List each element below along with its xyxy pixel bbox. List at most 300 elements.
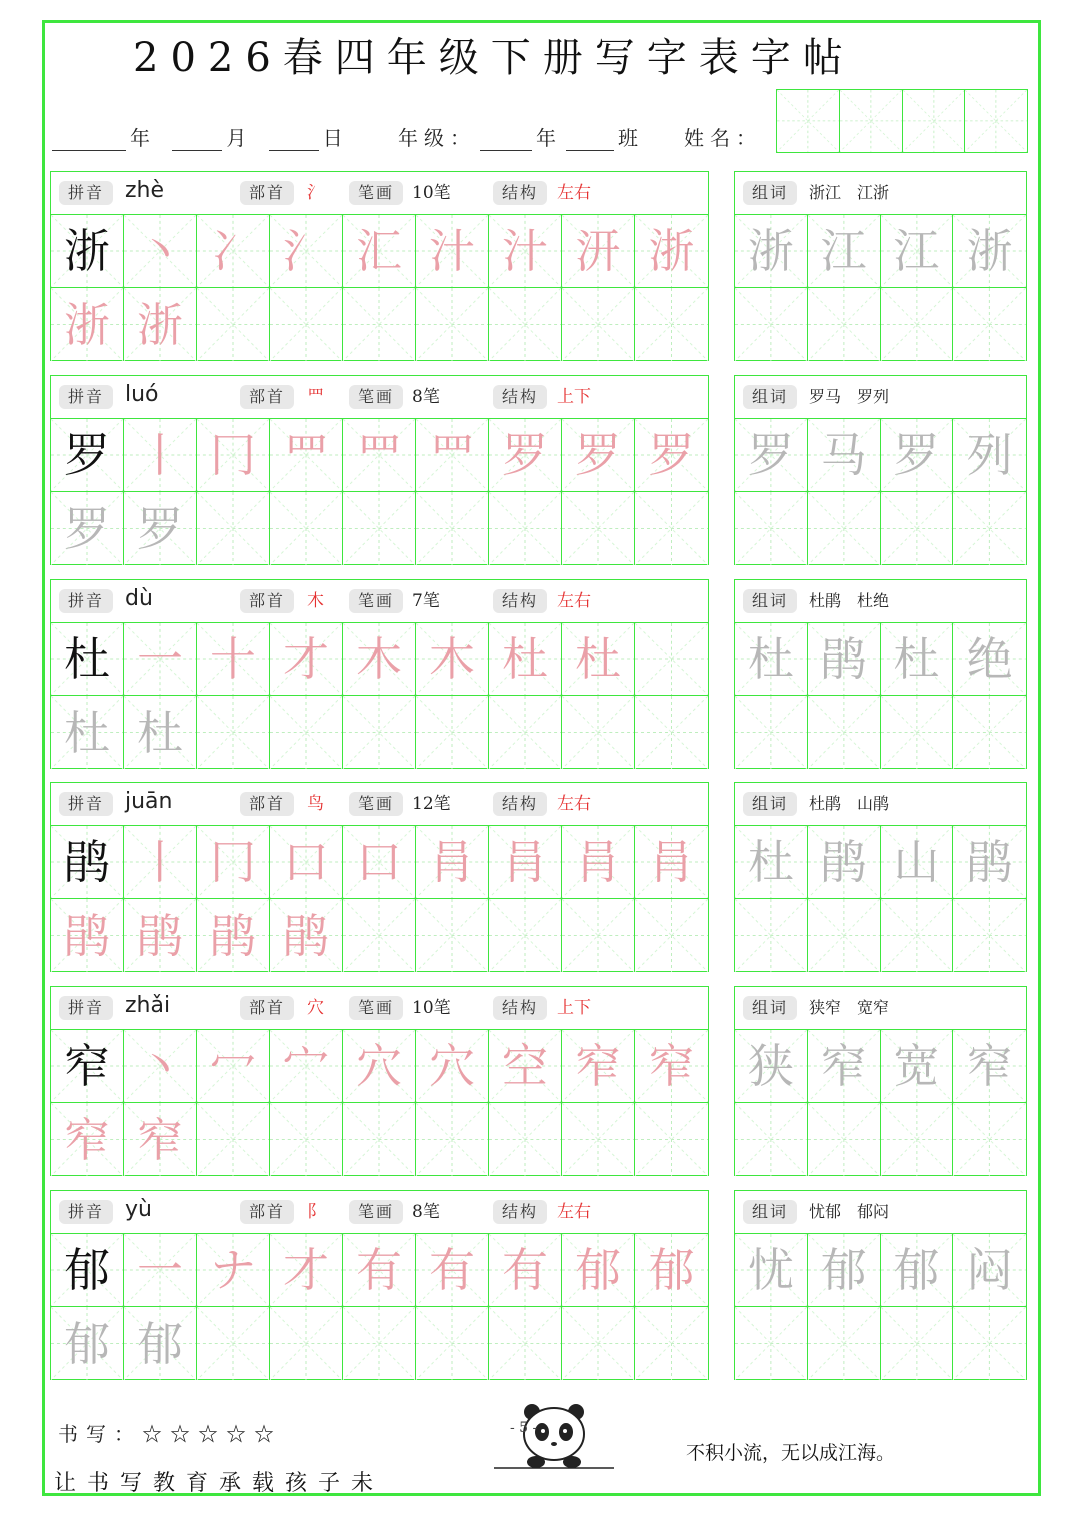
practice-cell[interactable] <box>416 1307 489 1380</box>
practice-cell[interactable] <box>343 1307 416 1380</box>
word-cell[interactable] <box>953 623 1026 696</box>
practice-cell[interactable] <box>489 215 562 288</box>
practice-cell[interactable] <box>416 419 489 492</box>
word-cell[interactable] <box>735 1030 808 1103</box>
word-cell[interactable] <box>953 899 1026 972</box>
practice-cell[interactable] <box>562 1234 635 1307</box>
practice-cell[interactable] <box>343 492 416 565</box>
stroke-step: 鹃 <box>64 908 110 963</box>
words-value: 浙江 江浙 <box>809 183 890 202</box>
word-cell[interactable] <box>735 1234 808 1307</box>
stroke-practice-block <box>50 1190 709 1380</box>
character-header <box>51 376 708 419</box>
practice-cell[interactable] <box>124 899 197 972</box>
word-cell[interactable] <box>881 899 954 972</box>
stroke-grid <box>51 623 708 769</box>
word-cell[interactable] <box>881 1307 954 1380</box>
practice-cell[interactable] <box>270 1103 343 1176</box>
word-practice-block <box>734 579 1027 769</box>
pinyin-value: dù <box>125 586 153 611</box>
word-character: 杜 <box>893 632 940 686</box>
word-character: 郁 <box>820 1243 867 1297</box>
practice-cell[interactable] <box>562 1030 635 1103</box>
word-cell[interactable] <box>881 419 954 492</box>
practice-cell[interactable] <box>124 826 197 899</box>
practice-cell[interactable] <box>51 1103 124 1176</box>
word-character: 浙 <box>747 224 794 278</box>
practice-cell[interactable] <box>51 419 124 492</box>
stroke-step: 口 <box>356 835 402 889</box>
practice-cell[interactable] <box>197 826 270 899</box>
stroke-step: 木 <box>356 632 402 686</box>
strokes-value: 12笔 <box>412 794 451 814</box>
stroke-step: 窄 <box>575 1039 621 1093</box>
stroke-step: 罒 <box>356 428 402 482</box>
word-character: 绝 <box>966 632 1013 686</box>
pinyin-tag: 拼音 <box>59 996 113 1020</box>
practice-cell[interactable] <box>562 492 635 565</box>
word-cell[interactable] <box>808 1307 881 1380</box>
practice-cell[interactable] <box>51 826 124 899</box>
word-cell[interactable] <box>808 419 881 492</box>
practice-cell[interactable] <box>489 492 562 565</box>
word-cell[interactable] <box>881 215 954 288</box>
page-title: 2026春四年级下册写字表字帖 <box>133 35 855 81</box>
stroke-step: 有 <box>356 1243 402 1297</box>
word-character: 窄 <box>820 1039 867 1093</box>
stroke-step: 罗 <box>648 428 695 482</box>
words-tag: 组词 <box>743 792 797 816</box>
word-character: 江 <box>820 224 867 278</box>
name-box[interactable] <box>965 90 1027 152</box>
model-character: 浙 <box>64 224 110 278</box>
practice-cell[interactable] <box>197 1030 270 1103</box>
stroke-step: 窄 <box>137 1112 183 1167</box>
practice-cell[interactable] <box>197 1307 270 1380</box>
words-value: 杜鹃 山鹃 <box>809 794 890 813</box>
practice-cell[interactable] <box>343 215 416 288</box>
character-header <box>51 580 708 623</box>
structure-tag: 结构 <box>493 996 547 1020</box>
stroke-step: 冂 <box>210 428 256 482</box>
practice-cell[interactable] <box>635 1234 708 1307</box>
practice-cell[interactable] <box>124 696 197 769</box>
practice-cell[interactable] <box>562 623 635 696</box>
practice-cell[interactable] <box>343 899 416 972</box>
practice-cell[interactable] <box>416 826 489 899</box>
pinyin-tag: 拼音 <box>59 589 113 613</box>
word-cell[interactable] <box>808 826 881 899</box>
month-label: 月 <box>226 126 253 150</box>
word-cell[interactable] <box>953 1030 1026 1103</box>
practice-cell[interactable] <box>343 696 416 769</box>
stroke-practice-block <box>50 986 709 1176</box>
word-cell[interactable] <box>735 215 808 288</box>
practice-cell[interactable] <box>343 288 416 361</box>
practice-cell[interactable] <box>270 1234 343 1307</box>
word-cell[interactable] <box>808 899 881 972</box>
pinyin-tag: 拼音 <box>59 792 113 816</box>
radical-tag: 部首 <box>240 385 294 409</box>
word-cell[interactable] <box>953 419 1026 492</box>
practice-cell[interactable] <box>489 826 562 899</box>
day-blank[interactable] <box>269 129 319 151</box>
practice-cell[interactable] <box>562 419 635 492</box>
practice-cell[interactable] <box>270 1030 343 1103</box>
word-character: 杜 <box>747 632 794 686</box>
practice-cell[interactable] <box>270 623 343 696</box>
character-header <box>51 783 708 826</box>
word-cell[interactable] <box>735 826 808 899</box>
practice-cell[interactable] <box>197 696 270 769</box>
practice-cell[interactable] <box>343 1030 416 1103</box>
stroke-step: 一 <box>137 1243 183 1297</box>
practice-cell[interactable] <box>51 623 124 696</box>
practice-cell[interactable] <box>562 826 635 899</box>
pinyin-tag: 拼音 <box>59 1200 113 1224</box>
practice-cell[interactable] <box>51 288 124 361</box>
name-box[interactable] <box>903 90 966 152</box>
word-cell[interactable] <box>953 288 1026 361</box>
practice-cell[interactable] <box>489 696 562 769</box>
practice-cell[interactable] <box>197 899 270 972</box>
word-cell[interactable] <box>735 696 808 769</box>
word-character: 鹃 <box>820 835 867 889</box>
practice-cell[interactable] <box>562 899 635 972</box>
practice-cell[interactable] <box>635 215 708 288</box>
trace-character: 杜 <box>64 705 110 760</box>
stroke-step: 郁 <box>648 1243 695 1297</box>
practice-cell[interactable] <box>635 623 708 696</box>
practice-cell[interactable] <box>51 696 124 769</box>
stroke-step: 肙 <box>648 835 695 889</box>
practice-cell[interactable] <box>197 1103 270 1176</box>
word-character: 鹃 <box>820 632 867 686</box>
word-cell[interactable] <box>881 492 954 565</box>
structure-value: 左右 <box>557 794 591 814</box>
word-cell[interactable] <box>881 288 954 361</box>
stroke-step: 丨 <box>137 428 183 482</box>
stroke-step: 十 <box>210 632 256 686</box>
radical-tag: 部首 <box>240 589 294 613</box>
stroke-step: 氵 <box>283 224 329 278</box>
word-cell[interactable] <box>881 1030 954 1103</box>
word-cell[interactable] <box>953 826 1026 899</box>
word-character: 窄 <box>966 1039 1013 1093</box>
trace-character: 郁 <box>64 1316 110 1371</box>
stroke-step: 冖 <box>210 1039 256 1093</box>
practice-cell[interactable] <box>270 288 343 361</box>
word-character: 狭 <box>747 1039 794 1093</box>
word-cell[interactable] <box>881 826 954 899</box>
stroke-step: ナ <box>210 1243 256 1297</box>
practice-cell[interactable] <box>416 899 489 972</box>
strokes-value: 10笔 <box>412 998 451 1018</box>
name-box[interactable] <box>777 90 840 152</box>
pinyin-value: yù <box>125 1197 152 1222</box>
practice-cell[interactable] <box>124 1234 197 1307</box>
stroke-step: 罗 <box>575 428 621 482</box>
word-cell[interactable] <box>735 419 808 492</box>
structure-value: 上下 <box>557 387 591 407</box>
word-cell[interactable] <box>735 899 808 972</box>
word-cell[interactable] <box>808 623 881 696</box>
word-cell[interactable] <box>808 1234 881 1307</box>
word-cell[interactable] <box>881 1234 954 1307</box>
word-character: 列 <box>966 428 1013 482</box>
practice-cell[interactable] <box>635 1030 708 1103</box>
name-boxes[interactable] <box>776 89 1028 153</box>
practice-cell[interactable] <box>124 492 197 565</box>
stroke-step: 宀 <box>283 1039 329 1093</box>
practice-cell[interactable] <box>635 1103 708 1176</box>
word-cell[interactable] <box>953 696 1026 769</box>
practice-cell[interactable] <box>489 623 562 696</box>
word-character: 鹃 <box>966 835 1013 889</box>
trace-character: 郁 <box>137 1316 183 1371</box>
word-character: 忧 <box>747 1243 794 1297</box>
radical-value: 鸟 <box>307 794 324 814</box>
practice-cell[interactable] <box>416 1103 489 1176</box>
practice-cell[interactable] <box>124 419 197 492</box>
practice-cell[interactable] <box>562 1307 635 1380</box>
practice-cell[interactable] <box>270 419 343 492</box>
word-cell[interactable] <box>881 623 954 696</box>
stroke-step: 才 <box>283 1243 329 1297</box>
strokes-tag: 笔画 <box>349 792 403 816</box>
practice-cell[interactable] <box>416 492 489 565</box>
word-cell[interactable] <box>808 288 881 361</box>
practice-cell[interactable] <box>51 899 124 972</box>
practice-cell[interactable] <box>562 696 635 769</box>
word-cell[interactable] <box>735 492 808 565</box>
practice-cell[interactable] <box>343 623 416 696</box>
stroke-step: 鹃 <box>210 908 256 963</box>
name-label: 姓名： <box>684 126 762 150</box>
practice-cell[interactable] <box>635 492 708 565</box>
character-section <box>50 782 1027 972</box>
practice-cell[interactable] <box>562 1103 635 1176</box>
practice-cell[interactable] <box>416 1234 489 1307</box>
word-cell[interactable] <box>808 492 881 565</box>
practice-cell[interactable] <box>51 1030 124 1103</box>
practice-cell[interactable] <box>270 899 343 972</box>
practice-cell[interactable] <box>197 215 270 288</box>
stroke-step: 冂 <box>210 835 256 889</box>
practice-cell[interactable] <box>197 419 270 492</box>
structure-tag: 结构 <box>493 1200 547 1224</box>
strokes-tag: 笔画 <box>349 996 403 1020</box>
strokes-value: 10笔 <box>412 183 451 203</box>
grade-year-label: 年 <box>536 126 562 150</box>
practice-cell[interactable] <box>635 419 708 492</box>
trace-character: 罗 <box>64 501 110 556</box>
pinyin-value: zhǎi <box>125 993 171 1018</box>
stroke-step: 鹃 <box>283 908 329 963</box>
word-cell[interactable] <box>808 1030 881 1103</box>
practice-cell[interactable] <box>489 288 562 361</box>
model-character: 郁 <box>64 1243 110 1297</box>
words-tag: 组词 <box>743 589 797 613</box>
practice-cell[interactable] <box>124 215 197 288</box>
practice-cell[interactable] <box>343 826 416 899</box>
practice-cell[interactable] <box>562 288 635 361</box>
practice-cell[interactable] <box>343 419 416 492</box>
stroke-step: 肙 <box>502 835 548 889</box>
word-cell[interactable] <box>735 1103 808 1176</box>
words-value: 杜鹃 杜绝 <box>809 591 890 610</box>
word-cell[interactable] <box>881 696 954 769</box>
practice-cell[interactable] <box>197 623 270 696</box>
class-blank[interactable] <box>566 129 614 151</box>
word-cell[interactable] <box>735 623 808 696</box>
radical-value: 木 <box>307 591 324 611</box>
word-character: 杜 <box>747 835 794 889</box>
character-section <box>50 375 1027 565</box>
word-grid <box>735 623 1026 769</box>
practice-cell[interactable] <box>489 419 562 492</box>
words-tag: 组词 <box>743 181 797 205</box>
structure-tag: 结构 <box>493 385 547 409</box>
word-practice-block <box>734 1190 1027 1380</box>
stroke-step: 汇 <box>356 224 402 278</box>
word-character: 罗 <box>747 428 794 482</box>
practice-cell[interactable] <box>124 623 197 696</box>
word-character: 浙 <box>966 224 1013 278</box>
model-character: 鹃 <box>64 835 110 889</box>
stroke-step: 汁 <box>502 224 548 278</box>
stroke-step: 汧 <box>575 224 621 278</box>
word-header <box>735 172 1026 215</box>
practice-cell[interactable] <box>270 696 343 769</box>
quote: 不积小流，无以成江海。 <box>686 1442 896 1464</box>
rating-stars: 书写：☆☆☆☆☆ <box>58 1422 282 1446</box>
word-grid <box>735 215 1026 361</box>
radical-value: 阝 <box>307 1202 324 1222</box>
practice-cell[interactable] <box>270 492 343 565</box>
practice-cell[interactable] <box>635 1307 708 1380</box>
stroke-step: 一 <box>137 632 183 686</box>
practice-cell[interactable] <box>124 1103 197 1176</box>
stroke-step: 冫 <box>210 224 256 278</box>
year-blank[interactable] <box>52 129 126 151</box>
name-box[interactable] <box>840 90 903 152</box>
structure-tag: 结构 <box>493 792 547 816</box>
practice-cell[interactable] <box>416 1030 489 1103</box>
stroke-step: 罒 <box>283 428 329 482</box>
stroke-step: 浙 <box>648 224 695 278</box>
practice-cell[interactable] <box>416 623 489 696</box>
strokes-value: 7笔 <box>412 591 440 611</box>
model-character: 窄 <box>64 1039 110 1093</box>
stroke-practice-block <box>50 579 709 769</box>
practice-cell[interactable] <box>489 1030 562 1103</box>
word-cell[interactable] <box>953 215 1026 288</box>
strokes-value: 8笔 <box>412 387 440 407</box>
strokes-tag: 笔画 <box>349 589 403 613</box>
stroke-step: 有 <box>429 1243 475 1297</box>
month-blank[interactable] <box>172 129 222 151</box>
grade-label: 年级： <box>398 126 476 150</box>
practice-cell[interactable] <box>635 696 708 769</box>
practice-cell[interactable] <box>51 492 124 565</box>
practice-cell[interactable] <box>416 696 489 769</box>
practice-cell[interactable] <box>416 288 489 361</box>
practice-cell[interactable] <box>197 492 270 565</box>
word-character: 罗 <box>893 428 940 482</box>
practice-cell[interactable] <box>51 215 124 288</box>
stroke-step: 杜 <box>502 632 548 686</box>
word-cell[interactable] <box>808 696 881 769</box>
radical-tag: 部首 <box>240 181 294 205</box>
character-section <box>50 986 1027 1176</box>
practice-cell[interactable] <box>197 288 270 361</box>
word-practice-block <box>734 782 1027 972</box>
pinyin-value: juān <box>125 789 173 814</box>
word-cell[interactable] <box>953 1307 1026 1380</box>
word-cell[interactable] <box>808 215 881 288</box>
radical-tag: 部首 <box>240 1200 294 1224</box>
word-cell[interactable] <box>953 1234 1026 1307</box>
word-cell[interactable] <box>735 1307 808 1380</box>
word-cell[interactable] <box>808 1103 881 1176</box>
practice-cell[interactable] <box>343 1234 416 1307</box>
grade-blank[interactable] <box>480 129 532 151</box>
pinyin-value: zhè <box>125 178 165 203</box>
stroke-step: 郁 <box>575 1243 621 1297</box>
word-practice-block <box>734 171 1027 361</box>
stroke-grid <box>51 215 708 361</box>
practice-cell[interactable] <box>270 1307 343 1380</box>
practice-cell[interactable] <box>489 1234 562 1307</box>
words-value: 罗马 罗列 <box>809 387 890 406</box>
word-cell[interactable] <box>881 1103 954 1176</box>
practice-cell[interactable] <box>124 1307 197 1380</box>
character-section <box>50 1190 1027 1380</box>
practice-cell[interactable] <box>197 1234 270 1307</box>
practice-cell[interactable] <box>635 826 708 899</box>
practice-cell[interactable] <box>416 215 489 288</box>
word-cell[interactable] <box>953 1103 1026 1176</box>
motto: 让书写教育承载孩子未 <box>54 1471 385 1496</box>
day-label: 日 <box>322 126 349 150</box>
word-header <box>735 987 1026 1030</box>
word-cell[interactable] <box>953 492 1026 565</box>
practice-cell[interactable] <box>489 899 562 972</box>
stroke-step: 浙 <box>64 297 110 352</box>
practice-cell[interactable] <box>562 215 635 288</box>
practice-cell[interactable] <box>635 899 708 972</box>
practice-cell[interactable] <box>489 1103 562 1176</box>
strokes-tag: 笔画 <box>349 385 403 409</box>
practice-cell[interactable] <box>489 1307 562 1380</box>
practice-cell[interactable] <box>124 288 197 361</box>
practice-cell[interactable] <box>124 1030 197 1103</box>
practice-cell[interactable] <box>51 1234 124 1307</box>
practice-cell[interactable] <box>270 826 343 899</box>
practice-cell[interactable] <box>270 215 343 288</box>
class-label: 班 <box>618 126 644 150</box>
stroke-practice-block <box>50 782 709 972</box>
word-cell[interactable] <box>735 288 808 361</box>
radical-value: 氵 <box>307 183 324 203</box>
stroke-step: 有 <box>502 1243 548 1297</box>
practice-cell[interactable] <box>635 288 708 361</box>
word-header <box>735 580 1026 623</box>
practice-cell[interactable] <box>343 1103 416 1176</box>
practice-cell[interactable] <box>51 1307 124 1380</box>
radical-value: 穴 <box>307 998 324 1018</box>
